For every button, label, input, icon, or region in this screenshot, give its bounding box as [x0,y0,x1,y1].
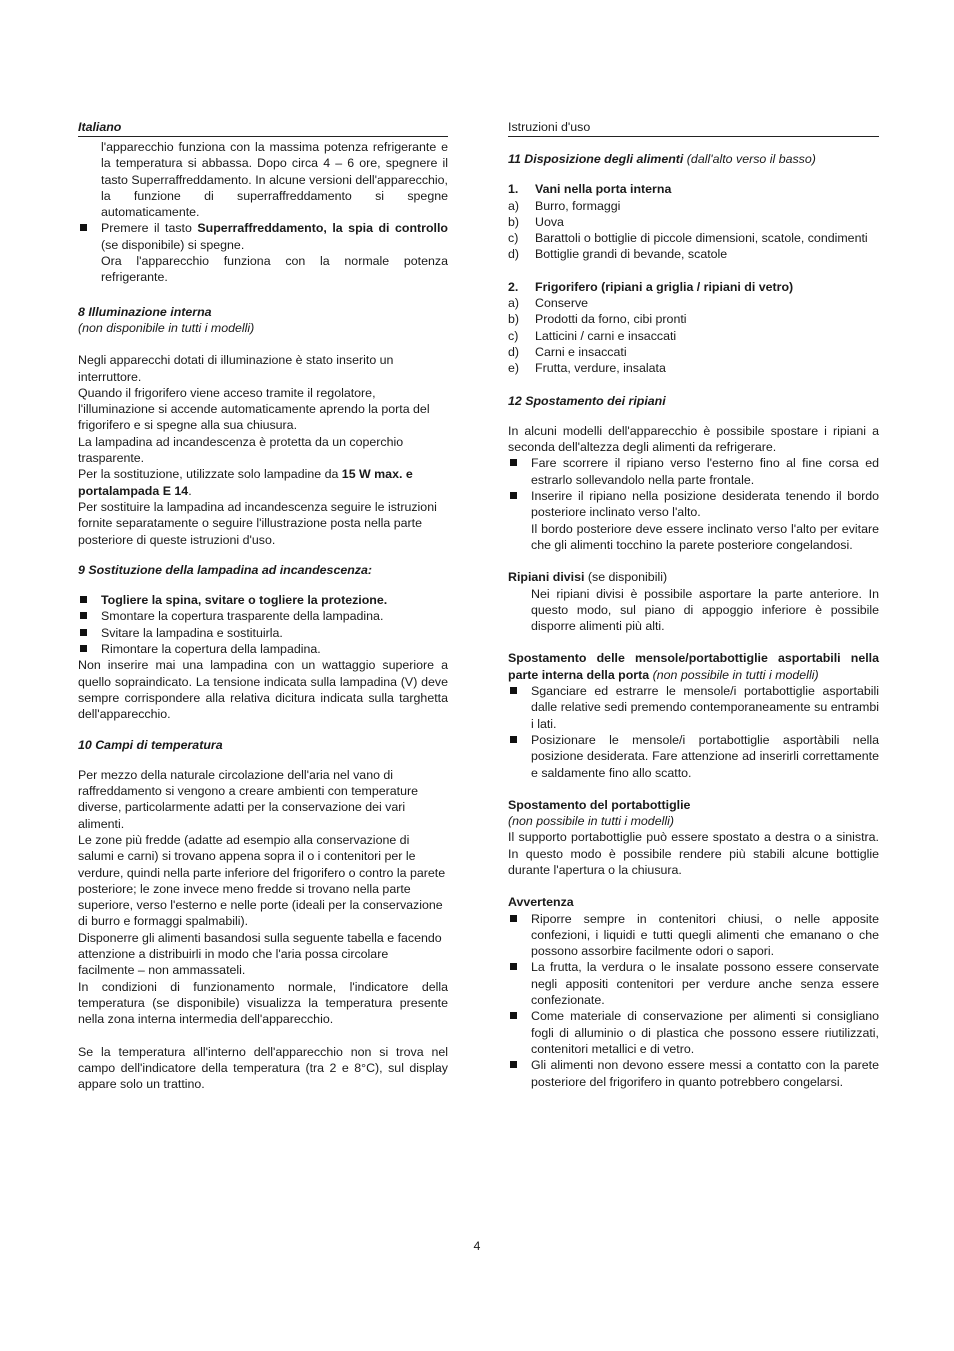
bullet-square-icon [80,612,87,619]
s9-bullet-text: Svitare la lampadina e sostituirla. [101,625,283,640]
list-item [508,214,879,230]
s12-p1: In alcuni modelli dell'apparecchio è possibile spostare i ripiani a seconda dell'altezza degli alimenti da refrigerare. [508,423,879,455]
right-column [508,120,879,1090]
s10-p5: Se la temperatura all'interno dell'apparecchio non si trova nel campo dell'indicatore della temperatura (tra 2 e 8°C), sul display appare solo un trattino. [78,1044,448,1092]
s8-p3: La lampadina ad incandescenza è protetta da un coperchio trasparente. [78,434,404,466]
bullet-square-icon [510,459,517,466]
list-item [508,198,879,214]
bullet-square-icon [510,492,517,499]
avvertenza-bullet-text: La frutta, la verdura o le insalate possono essere conservate negli appositi contenitori per verdure anche senza essere confezionate. [531,960,879,1008]
porta-title: Spostamento del portabottiglie [508,797,691,812]
mensole-bullet-list [508,683,879,781]
bullet-square-icon [510,963,517,970]
mensole-bullet-text: Posizionare le mensole/i portabottiglie asportàbili nella posizione desiderata. Fare attenzione ad inserirli correttamente e saldamente fino allo scatto. [531,732,879,780]
s8-p5: Per sostituire la lampadina ad incandescenza seguire le istruzioni fornite separatamente o seguire l'illustrazione posta nella parte posteriore di queste istruzioni d'uso. [78,499,437,547]
list-letter: a) [508,198,520,213]
divisi-title-bold: Ripiani divisi [508,570,585,585]
divisi-title [508,569,879,585]
s9-paragraph: Non inserire mai una lampadina con un wattaggio superiore a quello sopraindicato. La tensione indicata sulla lampadina (V) deve sempre corrispondere alla relativa dicitura indicata sulla targhetta dell'apparecchio. [78,658,448,722]
list-item [508,230,879,246]
intro-bullet [78,220,448,285]
s11-group2-label: Frigorifero (ripiani a griglia / ripiani di vetro) [535,279,794,294]
s8-p4 [78,466,448,499]
avvertenza-bullet-text: Gli alimenti non devono essere messi a contatto con la parete posteriore del frigorifero in quanto potrebbero congelarsi. [531,1058,879,1089]
s12-bullet-text: Fare scorrere il ripiano verso l'esterno fino al fine corsa ed estrarlo sollevandolo nella parte frontale. [531,456,879,487]
list-letter: c) [508,328,519,343]
avvertenza-bullet-text: Come materiale di conservazione per alimenti si consigliano fogli di alluminio o di plastica che possono essere riutilizzati, contenitori metallici e di vetro. [531,1009,879,1056]
list-letter: c) [508,231,519,246]
list-letter: d) [508,247,520,262]
intro-bullet-tail: (se disponibile) si spegne. [101,237,245,252]
mensole-bullet [508,683,879,732]
s9-bullet-text: Rimontare la copertura della lampadina. [101,642,321,657]
mensole-bullet-text: Sganciare ed estrarre le mensole/i portabottiglie asportabili dalle relative sedi premendo contemporaneamente su entrambi i lati. [531,684,879,731]
porta-subtitle: (non possibile in tutti i modelli) [508,814,674,829]
s8-p2: Quando il frigorifero viene acceso tramite il regolatore, l'illuminazione si accende automaticamente aprendo la porta del frigorifero e si spegne alla sua chiusura. [78,385,430,433]
intro-bullet-cont: Ora l'apparecchio funziona con la normale potenza refrigerante. [101,254,448,285]
s12-title: 12 Spostamento dei ripiani [508,393,666,408]
s12-bullet [508,455,879,488]
avvertenza-bullet-text: Riporre sempre in contenitori chiusi, o nelle apposite confezioni, i liquidi e tutti quegli alimenti che emanano o che possono assorbire facilmente odori o sapori. [531,911,879,959]
list-text: Frutta, verdure, insalata [535,361,666,376]
bullet-square-icon [80,645,87,652]
list-letter: e) [508,361,520,376]
porta-paragraph: Il supporto portabottiglie può essere spostato a destra o a sinistra. In questo modo è possibile rendere più stabili alcune bottiglie durante l'apertura o la chiusura. [508,830,879,877]
s11-group2-list [508,295,879,376]
s8-p1: Negli apparecchi dotati di illuminazione è stato inserito un interruttore. [78,353,394,384]
s12-bullet-list [508,455,879,520]
bullet-square-icon [80,596,87,603]
s12-bullet-continuation: Il bordo posteriore deve essere inclinato verso l'alto per evitare che gli alimenti tocchino la parete posteriore congelandosi. [531,521,879,552]
page-number: 4 [473,1239,481,1253]
intro-bullet-bold: Superraffreddamento, la spia di controllo [197,221,448,236]
s9-bullet [78,625,448,641]
s9-bullet-text: Smontare la copertura trasparente della lampadina. [101,609,384,624]
list-text: Conserve [535,296,589,311]
divisi-paragraph: Nei ripiani divisi è possibile asportare la parte anteriore. In questo modo, sul piano di appoggio inferiore è possibile disporre alimenti più alti. [531,586,879,634]
avvertenza-bullet-list [508,911,879,1090]
list-text: Bottiglie grandi di bevande, scatole [535,247,728,262]
list-text: Latticini / carni e insaccati [535,328,677,343]
s9-bullet-text: Togliere la spina, svitare o togliere la protezione. [101,593,388,608]
avvertenza-bullet [508,1057,879,1090]
s11-group2-title [508,279,879,295]
bullet-square-icon [80,629,87,636]
left-column [78,120,448,1092]
header-manual-title: Istruzioni d'uso [508,120,879,137]
s10-p2: Le zone più fredde (adatte ad esempio alla conservazione di salumi e carni) si trovano appena sopra il o i contenitori per le verdure, quindi nella parte inferiore del frigorifero o contro la parete posteriore; le zone invece meno fredde si trovano nella parte superiore, verso l'esterno e nelle porte (ideali per la conservazione di burro e formaggi spalmabili). [78,832,446,929]
header-language: Italiano [78,120,448,137]
bullet-square-icon [510,736,517,743]
list-letter: b) [508,312,520,327]
s11-group1-number: 1. [508,182,519,197]
s9-bullet [78,592,448,608]
s8-title: 8 Illuminazione interna [78,304,212,319]
mensole-title [508,650,879,683]
s10-title: 10 Campi di temperatura [78,737,223,752]
s8-p4-bold: 15 W max. e portalampada E 14 [78,467,413,498]
bullet-square-icon [80,224,87,231]
mensole-title-tail: (non possibile in tutti i modelli) [649,667,819,682]
s9-bullet [78,641,448,657]
intro-bullet-text: Premere il tasto [101,221,198,236]
avvertenza-title: Avvertenza [508,895,574,910]
s9-bullet-list [78,592,448,657]
s8-p4-end: . [188,483,192,498]
s11-title [508,151,879,167]
s8-subtitle: (non disponibile in tutti i modelli) [78,320,255,335]
intro-paragraph: l'apparecchio funziona con la massima potenza refrigerante e la temperatura si abbassa. Dopo circa 4 – 6 ore, spegnere il tasto Superraffreddamento. In alcune versioni dell'apparecchio, la funzione di superraffreddamento si spegne automaticamente. [101,140,448,220]
list-text: Burro, formaggi [535,198,621,213]
list-letter: d) [508,344,520,359]
s10-p4: In condizioni di funzionamento normale, l'indicatore della temperatura (se disponibile) visualizza la temperatura presente nella zona interna intermedia dell'apparecchio. [78,979,448,1027]
s11-group1-list [508,198,879,263]
list-text: Carni e insaccati [535,344,627,359]
bullet-square-icon [510,1061,517,1068]
s11-title-main: 11 Disposizione degli alimenti [508,152,684,166]
mensole-title-bold: Spostamento delle mensole/portabottiglie asportabili nella parte interna della porta [508,651,879,682]
bullet-square-icon [510,915,517,922]
list-text: Barattoli o bottiglie di piccole dimensioni, scatole, condimenti [535,231,868,246]
list-item [508,344,879,360]
s10-p1: Per mezzo della naturale circolazione dell'aria nel vano di raffreddamento si vengono a creare ambienti con temperature diverse, particolarmente adatti per la conservazione dei vari alimenti. [78,767,419,831]
s11-group2-number: 2. [508,279,519,294]
s11-title-tail: (dall'alto verso il basso) [683,152,816,166]
avvertenza-bullet [508,911,879,960]
avvertenza-bullet [508,1008,879,1057]
list-letter: a) [508,296,520,311]
s11-group1-label: Vani nella porta interna [535,182,672,197]
list-item [508,246,879,262]
s12-bullet [508,488,879,521]
avvertenza-bullet [508,959,879,1008]
s8-p4-text: Per la sostituzione, utilizzate solo lampadine da [78,467,342,482]
bullet-square-icon [510,687,517,694]
list-item [508,360,879,376]
s11-group1-title [508,181,879,197]
list-text: Uova [535,214,564,229]
s9-bullet [78,608,448,624]
list-item [508,295,879,311]
mensole-bullet [508,732,879,781]
s10-p3: Disponerre gli alimenti basandosi sulla seguente tabella e facendo attenzione a distribuirli in modo che l'aria possa circolare facilmente – non ammassateli. [78,930,442,978]
list-item [508,328,879,344]
s9-title: 9 Sostituzione della lampadina ad incandescenza: [78,562,373,577]
list-letter: b) [508,214,520,229]
intro-bullet-list [78,220,448,285]
divisi-title-tail: (se disponibili) [584,570,668,585]
s12-bullet-text: Inserire il ripiano nella posizione desiderata tenendo il bordo posteriore inclinato verso l'alto. [531,489,879,520]
bullet-square-icon [510,1012,517,1019]
list-item [508,311,879,327]
list-text: Prodotti da forno, cibi pronti [535,312,687,327]
